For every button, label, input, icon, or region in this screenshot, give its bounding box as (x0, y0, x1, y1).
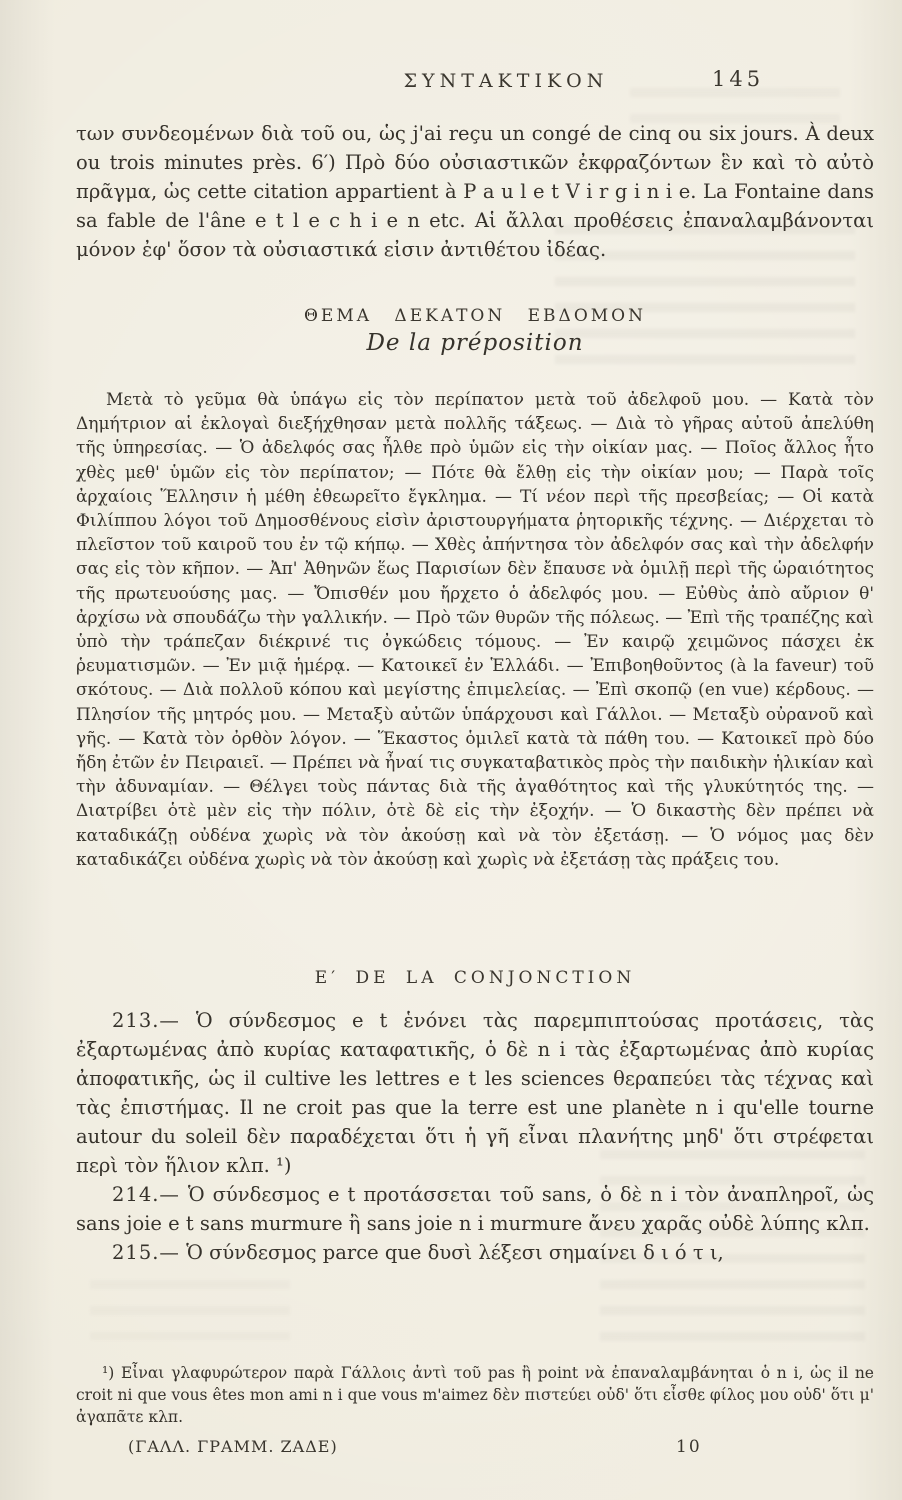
exercise-paragraph: Μετὰ τὸ γεῦμα θὰ ὑπάγω εἰς τὸν περίπατον μετὰ τοῦ ἀδελφοῦ μου. — Κατὰ τὸν Δημήτριον αἱ ἐκλογαὶ διεξήχθησαν μετὰ πολλῆς τάξεως. — Διὰ τὸ γῆρας αὐτοῦ ἀπελύθη τῆς ὑπηρεσίας. — Ὁ ἀδελφός σας ἦλθε πρὸ ὑμῶν εἰς τὴν οἰκίαν μας. — Ποῖος ἄλλος ἦτο χθὲς μεθ' ὑμῶν εἰς τὸν περίπατον; — Πότε θὰ ἔλθῃ εἰς τὴν οἰκίαν μου; — Παρὰ τοῖς ἀρχαίοις Ἕλλησιν ἡ μέθη ἐθεωρεῖτο ἔγκλημα. — Τί νέον περὶ τῆς πρεσβείας; — Οἱ κατὰ Φιλίππου λόγοι τοῦ Δημοσθένους εἰσὶν ἀριστουργήματα ῥητορικῆς τέχνης. — Διέρχεται τὸ πλεῖστον τοῦ καιροῦ του ἐν τῷ κήπῳ. — Χθὲς ἀπήντησα τὸν ἀδελφόν σας καὶ τὴν ἀδελφήν σας εἰς τὸν κῆπον. — Ἀπ' Ἀθηνῶν ἕως Παρισίων δὲν ἔπαυσε νὰ ὁμιλῇ περὶ τῆς ὡραιότητος τῆς πρωτευούσης μας. — Ὄπισθέν μου ἤρχετο ὁ ἀδελφός μου. — Εὐθὺς ἀπὸ αὔριον θ' ἀρχίσω νὰ σπουδάζω τὴν γαλλικήν. — Πρὸ τῶν θυρῶν τῆς πόλεως. — Ἐπὶ τῆς τραπέζης καὶ ὑπὸ τὴν τράπεζαν διέκρινέ τις ὀγκώδεις τόμους. — Ἐν καιρῷ χειμῶνος πάσχει ἐκ ῥευματισμῶν. — Ἐν μιᾷ ἡμέρᾳ. — Κατοικεῖ ἐν Ἑλλάδι. — Ἐπιβοηθοῦντος (à la faveur) τοῦ σκότους. — Διὰ πολλοῦ κόπου καὶ μεγίστης ἐπιμελείας. — Ἐπὶ σκοπῷ (en vue) κέρδους. — Πλησίον τῆς μητρός μου. — Μεταξὺ αὐτῶν ὑπάρχουσι καὶ Γάλλοι. — Μεταξὺ οὐρανοῦ καὶ γῆς. — Κατὰ τὸν ὀρθὸν λόγον. — Ἕκαστος ὁμιλεῖ κατὰ τὰ πάθη του. — Κατοικεῖ πρὸ δύο ἤδη ἐτῶν ἐν Πειραιεῖ. — Πρέπει νὰ ἦναί τις συγκαταβατικὸς πρὸς τὴν παιδικὴν ἡλικίαν καὶ τὴν ἀδυναμίαν. — Θέλγει τοὺς πάντας διὰ τῆς ἀγαθότητος καὶ τῆς γλυκύτητός της. — Διατρίβει ὁτὲ μὲν εἰς τὴν πόλιν, ὁτὲ δὲ εἰς τὴν ἐξοχήν. — Ὁ δικαστὴς δὲν πρέπει νὰ καταδικάζῃ οὐδένα χωρὶς νὰ τὸν ἀκούσῃ καὶ νὰ τὸν ἐξετάσῃ. — Ὁ νόμος μας δὲν καταδικάζει οὐδένα χωρὶς νὰ τὸν ἀκούσῃ καὶ χωρὶς νὰ ἐξετάσῃ τὰς πράξεις του. (76, 390, 874, 870)
paragraph-number: 215.— (112, 1241, 180, 1264)
paragraph-number: 214.— (112, 1183, 180, 1206)
section-body (76, 1006, 874, 1267)
paragraph-213 (76, 1006, 874, 1180)
paragraph-214 (76, 1180, 874, 1238)
theme-subheading: De la préposition (366, 330, 584, 356)
sheet-number: 10 (676, 1437, 702, 1457)
footnote (76, 1362, 874, 1428)
show-through-artifact (90, 1280, 290, 1340)
running-head-title: ΣΥΝΤΑΚΤΙΚΟΝ (403, 70, 609, 92)
paragraph-text: Ὁ σύνδεσμος e t ἑνόνει τὰς παρεμπιπτούσας προτάσεις, τὰς ἐξαρτωμένας ἀπὸ κυρίας καταφατικῆς, ὁ δὲ n i τὰς ἐξαρτωμένας ἀπὸ κυρίας ἀποφατικῆς, ὡς il cultive les lettres e t les sciences θεραπεύει τὰς τέχνας καὶ τὰς ἐπιστήμας. Il ne croit pas que la terre est une planète n i qu'elle tourne autour du soleil δὲν παραδέχεται ὅτι ἡ γῆ εἶναι πλανήτης μηδ' ὅτι στρέφεται περὶ τὸν ἥλιον κλπ. ¹) (76, 1009, 874, 1177)
book-signature: (ΓΑΛΛ. ΓΡΑΜΜ. ΖΑΔΕ) (128, 1437, 338, 1456)
theme-heading: ΘΕΜΑ ΔΕΚΑΤΟΝ ΕΒΔΟΜΟΝ (304, 306, 646, 326)
footnote-text: Εἶναι γλαφυρώτερον παρὰ Γάλλοις ἀντὶ τοῦ pas ἢ point νὰ ἐπαναλαμβάνηται ὁ n i, ὡς il ne croit ni que vous êtes mon ami n i que vous m'aimez δὲν πιστεύει οὐδ' ὅτι εἶσθε φίλος μου οὐδ' ὅτι μ' ἀγαπᾶτε κλπ. (76, 1364, 874, 1426)
section-heading: Ε′ DE LA CONJONCTION (314, 968, 636, 988)
intro-paragraph: των συνδεομένων διὰ τοῦ ou, ὡς j'ai reçu un congé de cinq ou six jours. À deux ou trois minutes près. 6′) Πρὸ δύο οὐσιαστικῶν ἐκφραζόντων ἓν καὶ τὸ αὐτὸ πρᾶγμα, ὡς cette citation appartient à P a u l e t V i r g i n i e. La Fontaine dans sa fable de l'âne e t l e c h i e n etc. Αἱ ἄλλαι προθέσεις ἐπαναλαμβάνονται μόνον ἐφ' ὅσον τὰ οὐσιαστικά εἰσιν ἀντιθέτου ἰδέας. (76, 121, 874, 261)
footnote-marker: ¹) (102, 1364, 115, 1382)
paragraph-215 (76, 1238, 874, 1267)
paragraph-text: Ὁ σύνδεσμος e t προτάσσεται τοῦ sans, ὁ δὲ n i τὸν ἀναπληροῖ, ὡς sans joie e t sans murmure ἢ sans joie n i murmure ἄνευ χαρᾶς οὐδὲ λύπης κλπ. (76, 1183, 874, 1235)
page-number: 145 (712, 67, 765, 91)
paragraph-number: 213.— (112, 1009, 180, 1032)
paragraph-text: Ὁ σύνδεσμος parce que δυσὶ λέξεσι σημαίνει δ ι ό τ ι, (186, 1241, 724, 1264)
